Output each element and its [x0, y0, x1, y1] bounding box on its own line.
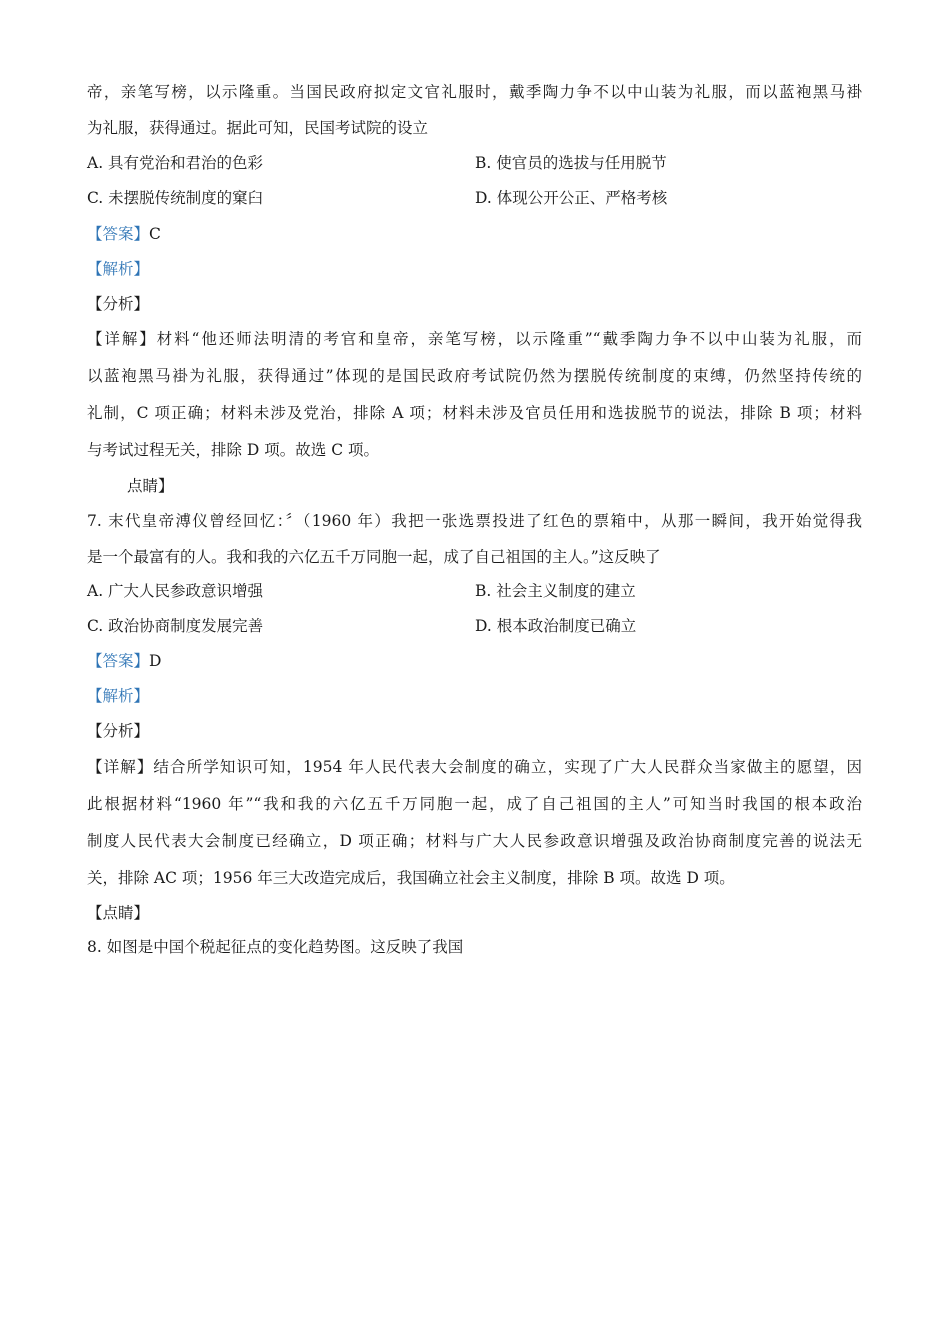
q7-detail-line-2: 此根据材料“1960 年”“我和我的六亿五千万同胞一起，成了自己祖国的主人”可知当时我国的根本政治 [87, 795, 862, 813]
q6-detail-line-2: 以蓝袍黑马褂为礼服，获得通过”体现的是国民政府考试院仍然为摆脱传统制度的束缚，仍然坚持传统的 [87, 367, 862, 385]
q6-answer [87, 224, 862, 244]
q6-stem-line-1: 帝，亲笔写榜，以示隆重。当国民政府拟定文官礼服时，戴季陶力争不以中山装为礼服，而以蓝袍黑马褂 [87, 83, 862, 101]
q7-detail-line-4: 关，排除 AC 项；1956 年三大改造完成后，我国确立社会主义制度，排除 B 项。故选 D 项。 [87, 869, 735, 887]
q8-stem: 8. 如图是中国个税起征点的变化趋势图。这反映了我国 [87, 938, 464, 956]
q6-option-b: B. 使官员的选拔与任用脱节 [475, 154, 667, 172]
q7-detail-line-3: 制度人民代表大会制度已经确立，D 项正确；材料与广大人民参政意识增强及政治协商制度完善的说法无 [87, 832, 862, 850]
q7-option-a: A. 广大人民参政意识增强 [87, 582, 264, 600]
q7-fenxi-label: 【分析】 [87, 722, 150, 740]
q7-stem-line-2: 是一个最富有的人。我和我的六亿五千万同胞一起，成了自己祖国的主人。”这反映了 [87, 548, 661, 566]
q6-fenxi-label: 【分析】 [87, 295, 150, 313]
q6-detail-line-3: 礼制，C 项正确；材料未涉及党治，排除 A 项；材料未涉及官员任用和选拔脱节的说法，排除 B 项；材料 [87, 404, 862, 422]
q6-stem-line-2: 为礼服，获得通过。据此可知，民国考试院的设立 [87, 119, 429, 137]
q7-option-b: B. 社会主义制度的建立 [475, 582, 636, 600]
q6-answer-value: C [149, 225, 161, 243]
q7-detail-line-1: 【详解】结合所学知识可知，1954 年人民代表大会制度的确立，实现了广大人民群众当家做主的愿望，因 [87, 758, 862, 776]
q6-option-d: D. 体现公开公正、严格考核 [475, 189, 668, 207]
q7-dianjing-label: 【点睛】 [87, 904, 150, 922]
q6-detail-line-4: 与考试过程无关，排除 D 项。故选 C 项。 [87, 441, 379, 459]
q6-analysis-label: 【解析】 [87, 260, 150, 278]
q6-option-a: A. 具有党治和君治的色彩 [87, 154, 264, 172]
q7-analysis-label: 【解析】 [87, 687, 150, 705]
q6-dianjing-label: 点睛】 [127, 477, 174, 495]
q7-stem-line-1: 7. 末代皇帝溥仪曾经回忆：〞（1960 年）我把一张选票投进了红色的票箱中，从那一瞬间，我开始觉得我 [87, 512, 862, 530]
q7-answer [87, 651, 862, 671]
q6-detail-line-1: 【详解】材料“他还师法明清的考官和皇帝，亲笔写榜，以示隆重”“戴季陶力争不以中山装为礼服，而 [87, 330, 862, 348]
q7-option-c: C. 政治协商制度发展完善 [87, 617, 264, 635]
q7-option-d: D. 根本政治制度已确立 [475, 617, 637, 635]
q6-answer-label: 【答案】 [87, 225, 150, 243]
q7-answer-label: 【答案】 [87, 652, 150, 670]
q7-answer-value: D [149, 652, 162, 670]
q6-option-c: C. 未摆脱传统制度的窠臼 [87, 189, 264, 207]
